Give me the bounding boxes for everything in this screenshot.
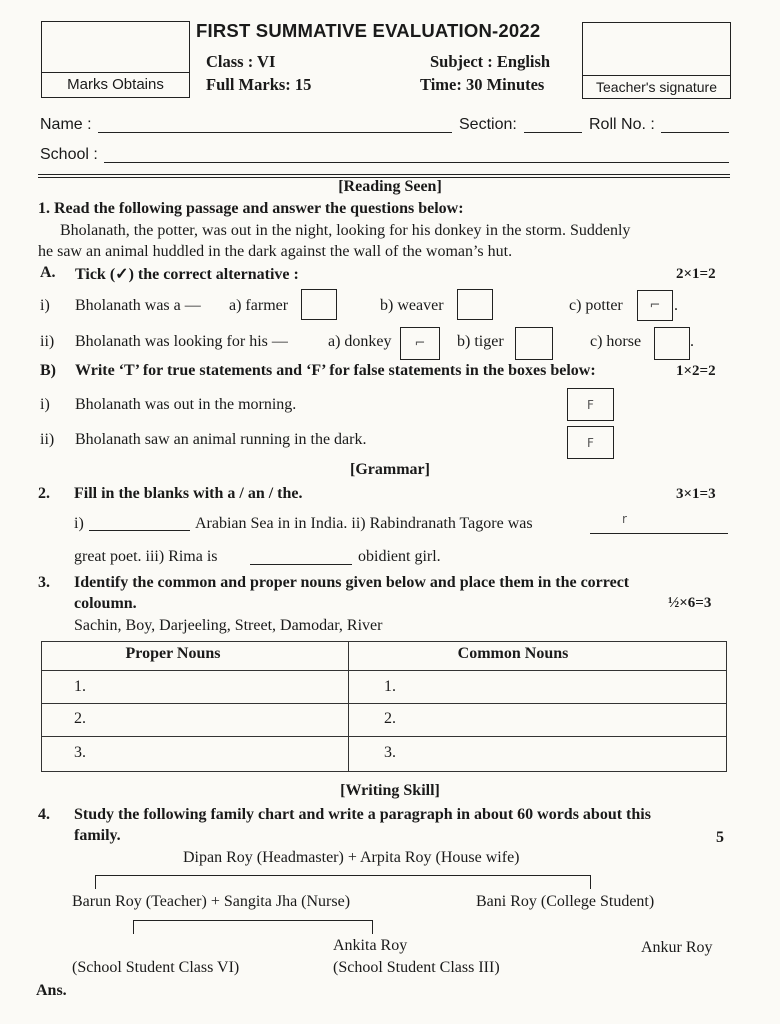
b-i-answer-box[interactable] [567,388,614,421]
table-cell: 1. [74,678,86,695]
full-marks-label: Full Marks: 15 [206,75,312,94]
a-ii-end: . [690,333,694,350]
a-i-option-c-mark: ⌐ [649,298,661,313]
q2-line-2a: great poet. iii) Rima is [74,548,218,565]
family-grandchild-2-name: Ankita Roy [333,937,408,954]
marks-obtains-label: Marks Obtains [67,76,164,93]
a-i-number: i) [40,297,50,314]
family-grandchild-3-name: Ankur Roy [641,939,713,956]
part-b-instruction: Write ‘T’ for true statements and ‘F’ for false statements in the boxes below: [75,362,596,379]
table-row[interactable] [41,736,349,772]
family-parents: Dipan Roy (Headmaster) + Arpita Roy (House wife) [183,849,520,866]
school-field[interactable] [104,162,729,163]
table-cell: 2. [384,710,396,727]
q4-number: 4. [38,806,50,823]
exam-title: FIRST SUMMATIVE EVALUATION-2022 [196,20,541,41]
a-i-option-b-checkbox[interactable] [457,289,493,320]
a-i-option-a: a) farmer [229,297,289,314]
reading-section-title: [Reading Seen] [338,178,442,195]
school-label: School : [40,146,98,163]
family-grandchild-1-detail: (School Student Class VI) [72,959,240,976]
table-cell: 3. [384,744,396,761]
b-i-number: i) [40,396,50,413]
family-connector [133,920,373,921]
a-ii-number: ii) [40,333,55,350]
a-i-stem: Bholanath was a — [75,297,201,314]
name-field[interactable] [98,132,452,133]
section-field[interactable] [524,132,582,133]
a-i-option-b: b) weaver [380,297,444,314]
passage-line-1: Bholanath, the potter, was out in the night, looking for his donkey in the storm. Suddenly [60,222,631,239]
header-divider [38,174,730,175]
q2-text: Fill in the blanks with a / an / the. [74,485,303,502]
q4-marks: 5 [716,829,724,846]
a-i-option-c-checkbox[interactable] [637,290,673,321]
q3-text-line-2: coloumn. [74,595,137,612]
part-a-instruction: Tick (✓) the correct alternative : [75,266,299,283]
part-b-label: B) [40,362,56,379]
q4-text-line-2: family. [74,827,121,844]
b-ii-text: Bholanath saw an animal running in the dark. [75,431,367,448]
roll-label: Roll No. : [589,116,655,133]
table-header-proper: Proper Nouns [125,645,221,662]
b-ii-answer-box[interactable] [567,426,614,459]
table-cell: 3. [74,744,86,761]
part-a-label: A. [40,264,56,281]
q2-i-label: i) [74,515,84,532]
table-row[interactable] [41,703,349,737]
part-a-marks: 2×1=2 [676,266,716,282]
class-label: Class : VI [206,52,276,71]
q2-line-1: Arabian Sea in in India. ii) Rabindranath Tagore was [195,515,533,532]
question-1: 1. Read the following passage and answer the questions below: [38,200,464,217]
q2-number: 2. [38,485,50,502]
a-ii-option-a-checkbox[interactable] [400,327,440,360]
teacher-signature-label: Teacher's signature [596,79,717,95]
passage-line-2: he saw an animal huddled in the dark against the wall of the woman’s hut. [38,243,513,260]
writing-section-title: [Writing Skill] [340,782,440,799]
a-i-option-a-checkbox[interactable] [301,289,337,320]
a-ii-option-a: a) donkey [328,333,392,350]
table-cell: 2. [74,710,86,727]
b-ii-number: ii) [40,431,55,448]
table-header-common: Common Nouns [457,645,569,662]
q4-text-line-1: Study the following family chart and write a paragraph in about 60 words about this [74,806,651,823]
answer-label: Ans. [36,982,67,999]
part-b-marks: 1×2=2 [676,363,716,379]
b-ii-answer-mark: F [587,436,594,450]
time-label: Time: 30 Minutes [420,75,545,94]
q2-blank-1[interactable] [89,530,190,531]
subject-label: Subject : English [430,52,551,71]
nouns-table [41,641,727,772]
name-label: Name : [40,116,92,133]
q2-marks: 3×1=3 [676,486,716,502]
q3-text-line-1: Identify the common and proper nouns given below and place them in the correct [74,574,630,591]
a-ii-option-b: b) tiger [457,333,504,350]
family-connector [95,875,591,876]
q3-marks: ½×6=3 [668,595,712,611]
marks-obtains-box [41,21,190,98]
a-ii-option-c: c) horse [590,333,642,350]
family-grandchild-2-detail: (School Student Class III) [333,959,500,976]
a-ii-option-b-checkbox[interactable] [515,327,553,360]
section-label: Section: [459,116,517,133]
a-i-end: . [674,297,678,314]
q3-word-list: Sachin, Boy, Darjeeling, Street, Damodar, River [74,617,383,634]
a-ii-option-a-mark: ⌐ [414,336,426,351]
table-row[interactable] [41,670,349,704]
table-cell: 1. [384,678,396,695]
a-ii-option-c-checkbox[interactable] [654,327,690,360]
roll-field[interactable] [661,132,729,133]
family-daughter: Bani Roy (College Student) [476,893,655,910]
q3-number: 3. [38,574,50,591]
q2-blank-2-mark: r [622,512,627,526]
grammar-section-title: [Grammar] [350,461,430,478]
b-i-answer-mark: F [587,398,594,412]
family-son: Barun Roy (Teacher) + Sangita Jha (Nurse) [72,893,351,910]
q2-blank-3[interactable] [250,564,352,565]
b-i-text: Bholanath was out in the morning. [75,396,297,413]
q2-blank-2[interactable] [590,533,728,534]
q2-line-2b: obidient girl. [358,548,441,565]
teacher-signature-box [582,22,731,99]
a-ii-stem: Bholanath was looking for his — [75,333,288,350]
a-i-option-c: c) potter [569,297,623,314]
